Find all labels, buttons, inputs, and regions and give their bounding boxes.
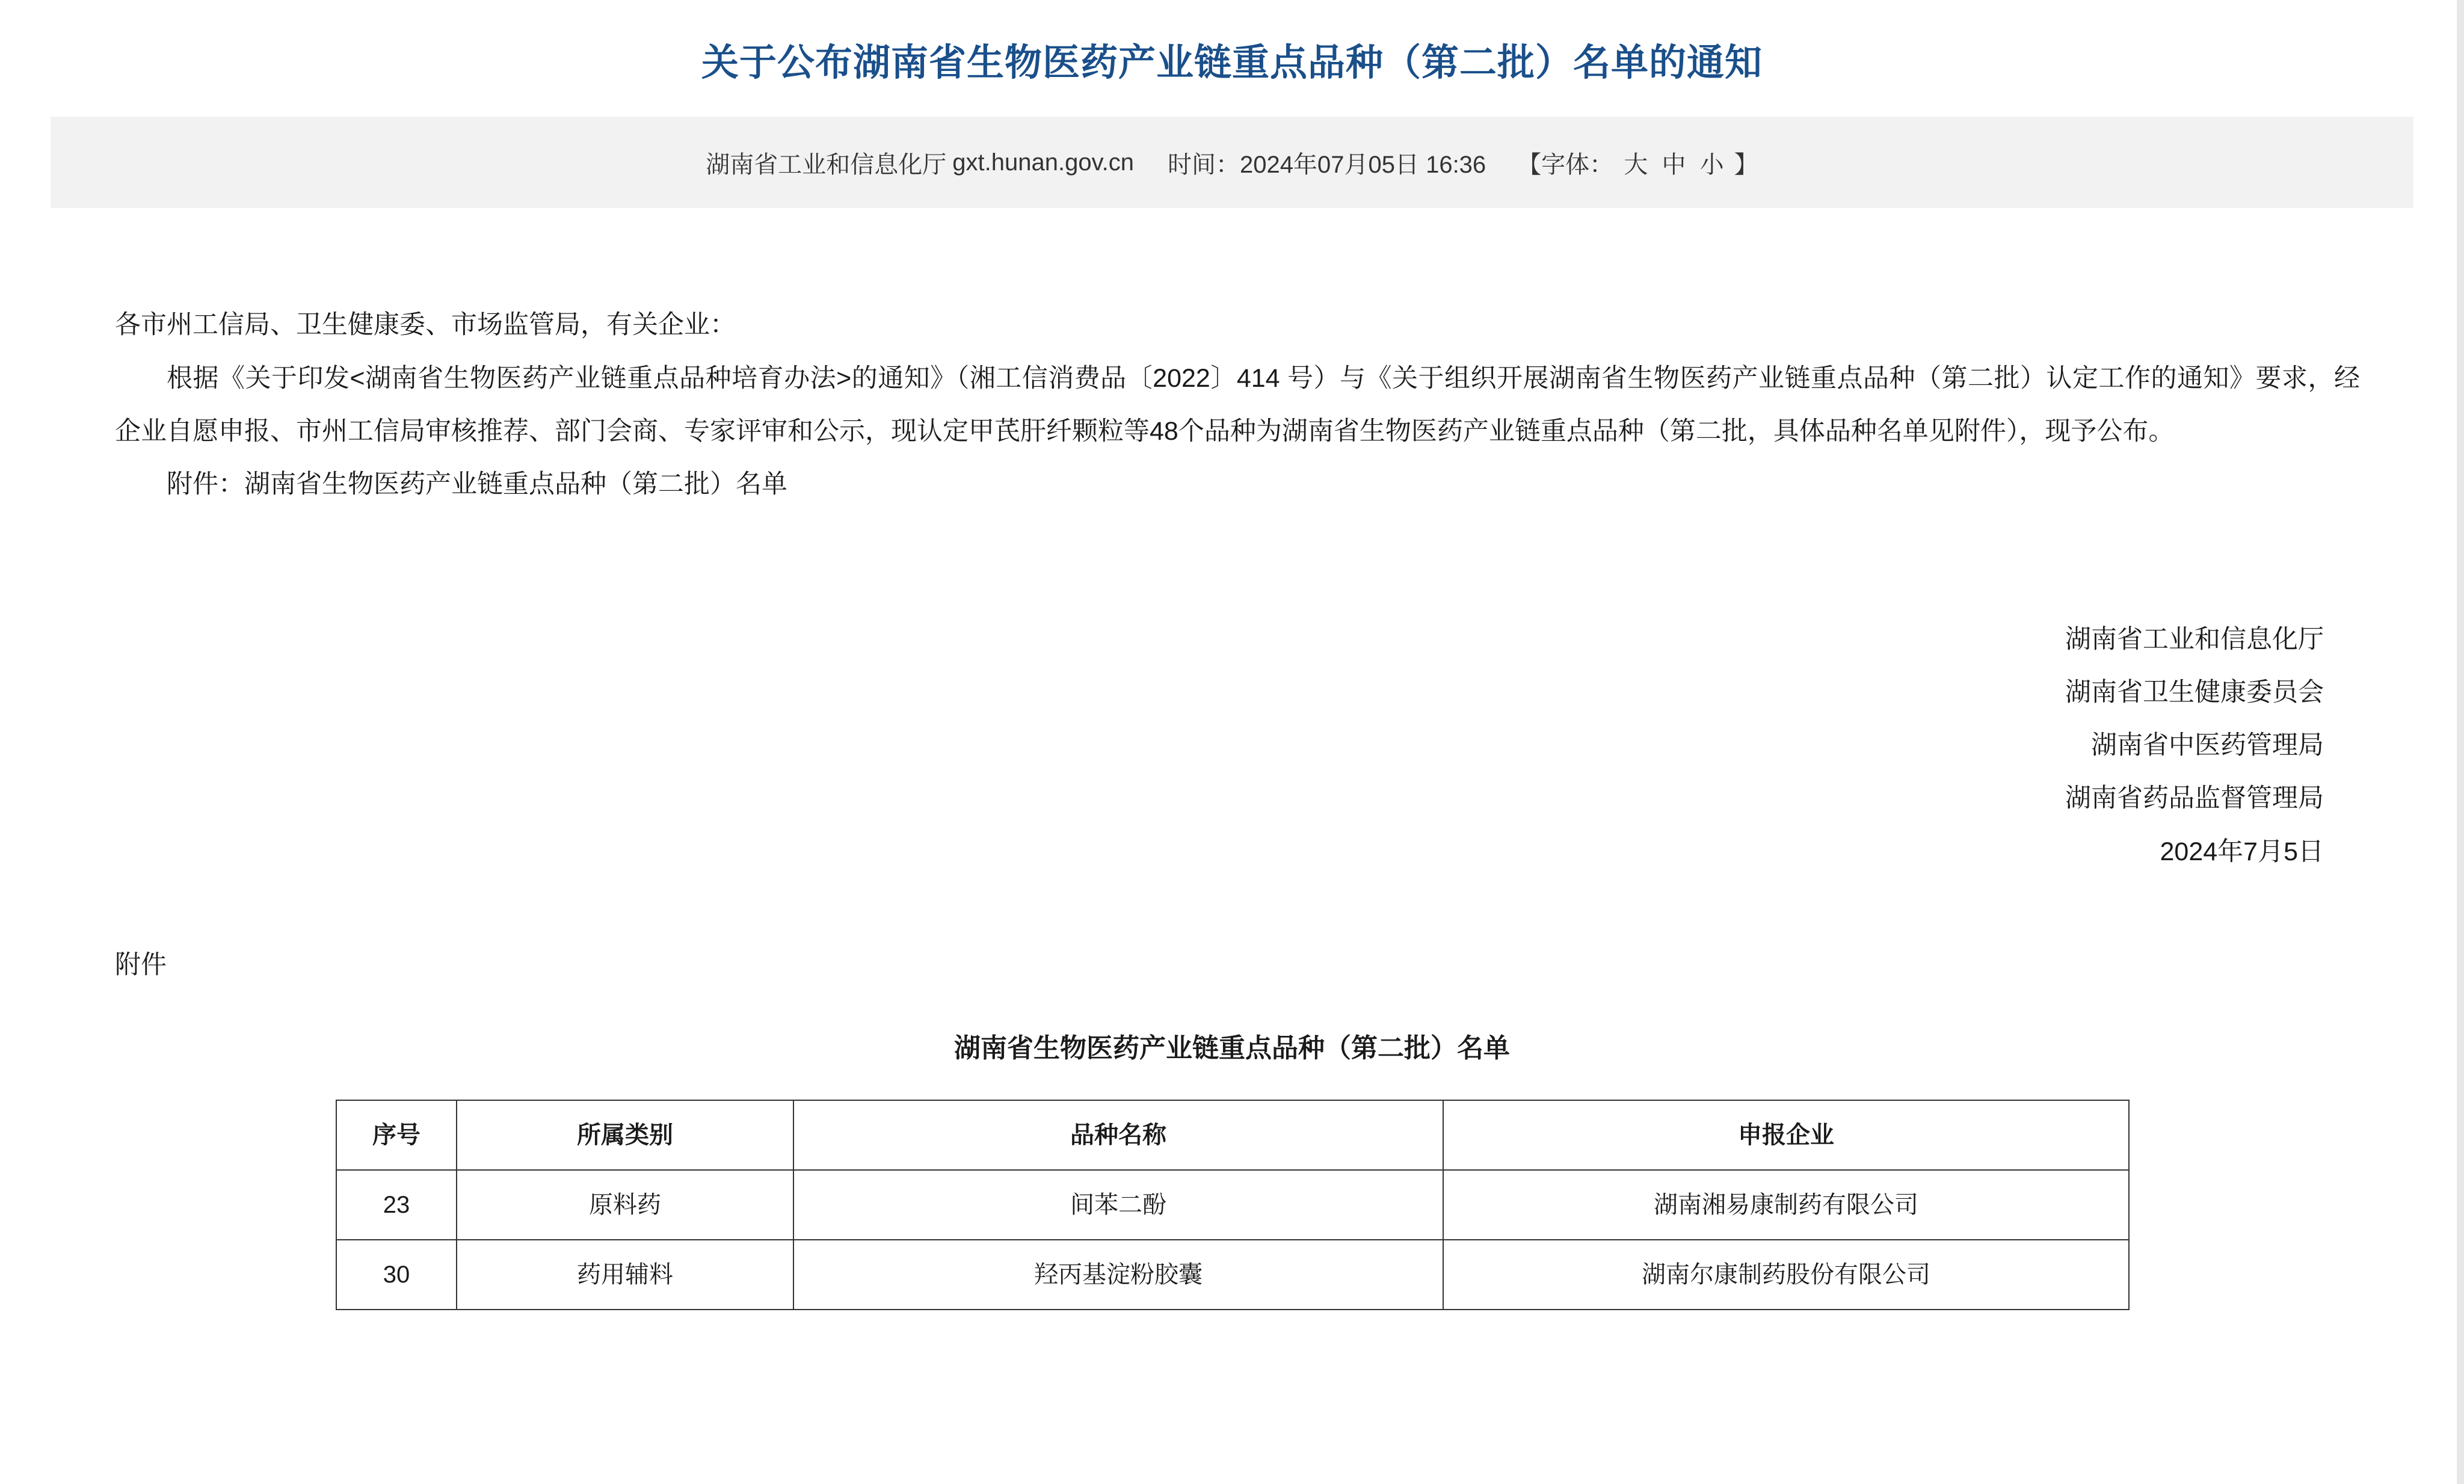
signature-block xyxy=(80,613,2384,878)
appendix-title: 湖南省生物医药产业链重点品种（第二批）名单 xyxy=(954,1033,1510,1063)
document-body xyxy=(80,208,2384,1310)
signature-line-2: 湖南省卫生健康委员会 xyxy=(2065,678,2324,707)
font-suffix: 】 xyxy=(1734,151,1758,178)
cell-category: 原料药 xyxy=(457,1170,793,1240)
column-header-index: 序号 xyxy=(336,1100,457,1170)
signature-line-3: 湖南省中医药管理局 xyxy=(2091,731,2324,760)
cell-index: 23 xyxy=(336,1170,457,1240)
font-size-large-button[interactable]: 大 xyxy=(1624,151,1648,178)
cell-index: 30 xyxy=(336,1240,457,1310)
meta-site-url: gxt.hunan.gov.cn xyxy=(952,149,1134,176)
column-header-company: 申报企业 xyxy=(1443,1100,2129,1170)
meta-inner xyxy=(706,146,1758,180)
signature-line-4: 湖南省药品监督管理局 xyxy=(2065,784,2324,813)
meta-source: 湖南省工业和信息化厅 xyxy=(706,151,947,178)
meta-time-value: 2024年07月05日 16:36 xyxy=(1240,151,1486,178)
attachment-line: 附件：湖南省生物医药产业链重点品种（第二批）名单 xyxy=(167,469,787,499)
table-row xyxy=(336,1170,2129,1240)
salutation-line: 各市州工信局、卫生健康委、市场监管局，有关企业： xyxy=(115,310,736,340)
cell-company: 湖南尔康制药股份有限公司 xyxy=(1443,1240,2129,1310)
font-prefix: 【字体： xyxy=(1517,151,1614,178)
table-row xyxy=(336,1240,2129,1310)
font-size-medium-button[interactable]: 中 xyxy=(1662,151,1686,178)
table-header-row xyxy=(336,1100,2129,1170)
column-header-variety: 品种名称 xyxy=(793,1100,1443,1170)
appendix-table-wrap xyxy=(336,1100,2128,1310)
font-size-controls xyxy=(1517,146,1758,180)
page-title: 关于公布湖南省生物医药产业链重点品种（第二批）名单的通知 xyxy=(701,42,1763,84)
variety-list-table xyxy=(336,1100,2130,1310)
appendix-label: 附件 xyxy=(115,950,167,979)
signature-date: 2024年7月5日 xyxy=(2160,837,2324,866)
page-right-edge xyxy=(2457,0,2464,1484)
cell-variety: 间苯二酚 xyxy=(793,1170,1443,1240)
document-meta-bar xyxy=(51,117,2413,208)
column-header-category: 所属类别 xyxy=(457,1100,793,1170)
font-size-small-button[interactable]: 小 xyxy=(1699,151,1724,178)
meta-time-label: 时间： xyxy=(1168,151,1240,178)
cell-variety: 羟丙基淀粉胶囊 xyxy=(793,1240,1443,1310)
body-paragraph: 根据《关于印发<湖南省生物医药产业链重点品种培育办法>的通知》（湘工信消费品〔2022〕414 号）与《关于组织开展湖南省生物医药产业链重点品种（第二批）认定工作的通知》要求，经企业自愿申报、市州工信局审核推荐、部门会商、专家评审和公示，现认定甲芪肝纤颗粒等48个品种为湖南省生物医药产业链重点品种（第二批，具体品种名单见附件），现予公布。 xyxy=(115,363,2360,446)
signature-line-1: 湖南省工业和信息化厅 xyxy=(2065,624,2324,654)
cell-company: 湖南湘易康制药有限公司 xyxy=(1443,1170,2129,1240)
cell-category: 药用辅料 xyxy=(457,1240,793,1310)
